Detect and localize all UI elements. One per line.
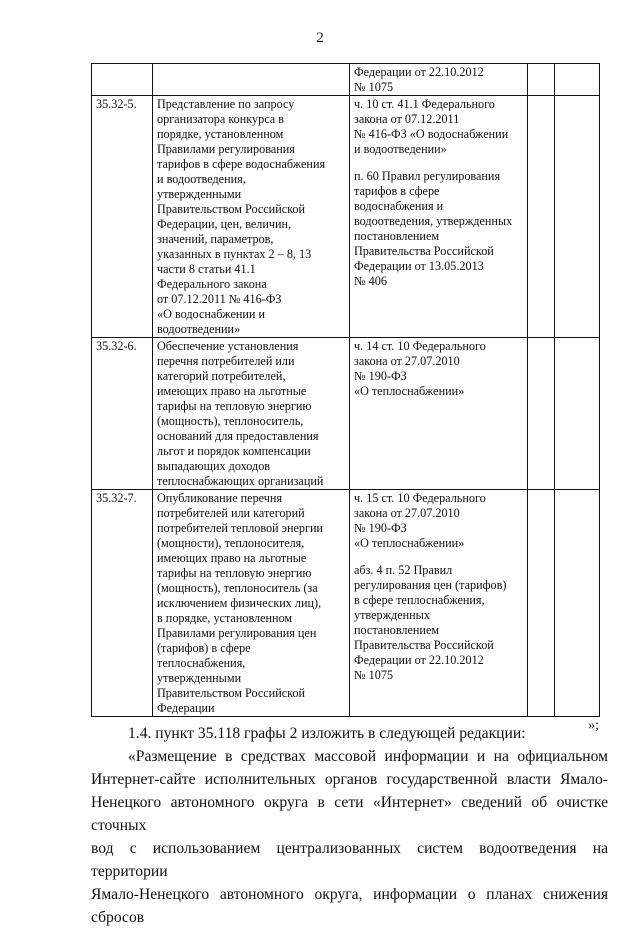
- description-line: исключением физических лиц),: [157, 596, 322, 610]
- reference-line: Правительства Российской: [354, 638, 494, 652]
- page-number: 2: [316, 30, 324, 46]
- empty-cell: [555, 490, 600, 717]
- description-line: выпадающих доходов: [157, 459, 271, 473]
- empty-cell: [555, 64, 600, 96]
- reference-line: водоснабжения и: [354, 199, 444, 213]
- reference-line: водоотведения, утвержденных: [354, 214, 513, 228]
- description-line: потребителей тепловой энергии: [157, 521, 324, 535]
- empty-cell: [528, 338, 555, 490]
- legal-reference-cell: [350, 64, 528, 96]
- reference-line: постановлением: [354, 229, 440, 243]
- description-line: (мощность), теплоноситель (за: [157, 581, 318, 595]
- regulations-table: [91, 63, 600, 717]
- description-line: утвержденными: [157, 187, 242, 201]
- table-row: [92, 96, 600, 338]
- description-line: Федерации, цен, величин,: [157, 217, 292, 231]
- legal-reference-cell: [350, 96, 528, 338]
- amendment-line: вод с использованием централизованных систем водоотведения на территории: [91, 840, 608, 880]
- empty-cell: [528, 490, 555, 717]
- reference-line: абз. 4 п. 52 Правил: [354, 563, 453, 577]
- description-cell: [153, 490, 350, 717]
- item-number-cell: 35.32-7.: [92, 490, 153, 717]
- amendment-line: Ненецкого автономного округа в сети «Интернет» сведений об очистке сточных: [91, 794, 608, 834]
- reference-line: ч. 15 ст. 10 Федерального: [354, 491, 486, 505]
- description-line: Федерального закона: [157, 277, 267, 291]
- reference-line: ч. 10 ст. 41.1 Федерального: [354, 97, 495, 111]
- description-line: (мощности), теплоносителя,: [157, 536, 305, 550]
- description-line: тарифы на тепловую энергию: [157, 566, 312, 580]
- reference-line: закона от 27.07.2010: [354, 506, 460, 520]
- description-line: порядке, установленном: [157, 127, 284, 141]
- reference-line: и водоотведении»: [354, 142, 447, 156]
- description-line: льгот и порядок компенсации: [157, 444, 311, 458]
- description-line: Правилами регулирования цен: [157, 626, 317, 640]
- reference-line: закона от 07.12.2011: [354, 112, 460, 126]
- empty-cell: [555, 96, 600, 338]
- reference-line: закона от 27.07.2010: [354, 354, 460, 368]
- reference-line: № 1075: [354, 668, 394, 682]
- description-line: тарифы на тепловую энергию: [157, 399, 312, 413]
- table-row: [92, 490, 600, 717]
- description-cell: [153, 64, 350, 96]
- reference-line: Федерации от 13.05.2013: [354, 259, 484, 273]
- reference-line: № 406: [354, 274, 387, 288]
- reference-line: «О теплоснабжении»: [354, 384, 465, 398]
- reference-line: в сфере теплоснабжения,: [354, 593, 485, 607]
- description-line: «О водоснабжении и: [157, 307, 265, 321]
- amendment-line: «Размещение в средствах массовой информации и на официальном: [128, 748, 608, 765]
- description-line: указанных в пунктах 2 – 8, 13: [157, 247, 312, 261]
- reference-line: п. 60 Правил регулирования: [354, 169, 501, 183]
- description-line: значений, параметров,: [157, 232, 274, 246]
- description-line: Правилами регулирования: [157, 142, 295, 156]
- reference-line: постановлением: [354, 623, 440, 637]
- description-line: перечня потребителей или: [157, 354, 295, 368]
- description-line: Правительством Российской: [157, 202, 306, 216]
- amendment-text: [91, 745, 608, 929]
- description-line: Представление по запросу: [157, 97, 295, 111]
- reference-line: № 416-ФЗ «О водоснабжении: [354, 127, 509, 141]
- description-line: оснований для предоставления: [157, 429, 319, 443]
- reference-gap: [354, 551, 524, 563]
- legal-reference-cell: [350, 338, 528, 490]
- description-line: теплоснабжающих организаций: [157, 474, 324, 488]
- reference-line: регулирования цен (тарифов): [354, 578, 507, 592]
- table-row: [92, 64, 600, 96]
- description-line: имеющих право на льготные: [157, 384, 307, 398]
- table-row: [92, 338, 600, 490]
- description-line: Обеспечение установления: [157, 339, 299, 353]
- empty-cell: [555, 338, 600, 490]
- amendment-heading-text: 1.4. пункт 35.118 графы 2 изложить в следующей редакции:: [128, 725, 526, 742]
- description-line: водоотведении»: [157, 322, 241, 336]
- description-cell: [153, 338, 350, 490]
- reference-line: Федерации от 22.10.2012: [354, 65, 484, 79]
- empty-cell: [528, 96, 555, 338]
- description-line: утвержденными: [157, 671, 242, 685]
- description-line: от 07.12.2011 № 416-ФЗ: [157, 292, 282, 306]
- reference-line: Правительства Российской: [354, 244, 494, 258]
- description-line: (мощность), теплоноситель,: [157, 414, 304, 428]
- reference-line: № 1075: [354, 80, 394, 94]
- description-line: в порядке, установленном: [157, 611, 293, 625]
- description-line: (тарифов) в сфере: [157, 641, 251, 655]
- description-cell: [153, 96, 350, 338]
- description-line: тарифов в сфере водоснабжения: [157, 157, 326, 171]
- reference-line: № 190-ФЗ: [354, 521, 407, 535]
- description-line: теплоснабжения,: [157, 656, 246, 670]
- closing-quote: »;: [588, 718, 599, 733]
- description-line: Правительством Российской: [157, 686, 306, 700]
- reference-gap: [354, 157, 524, 169]
- item-number-cell: [92, 64, 153, 96]
- reference-line: № 190-ФЗ: [354, 369, 407, 383]
- reference-line: утвержденных: [354, 608, 430, 622]
- description-line: имеющих право на льготные: [157, 551, 307, 565]
- description-line: организатора конкурса в: [157, 112, 284, 126]
- amendment-line: Интернет-сайте исполнительных органов государственной власти Ямало-: [91, 771, 608, 788]
- empty-cell: [528, 64, 555, 96]
- description-line: Федерации: [157, 701, 215, 715]
- reference-line: «О теплоснабжении»: [354, 536, 465, 550]
- description-line: категорий потребителей,: [157, 369, 286, 383]
- item-number-cell: 35.32-6.: [92, 338, 153, 490]
- legal-reference-cell: [350, 490, 528, 717]
- description-line: Опубликование перечня: [157, 491, 283, 505]
- reference-line: ч. 14 ст. 10 Федерального: [354, 339, 486, 353]
- reference-line: тарифов в сфере: [354, 184, 440, 198]
- amendment-line: Ямало-Ненецкого автономного округа, информации о планах снижения сбросов: [91, 886, 608, 926]
- description-line: и водоотведения,: [157, 172, 246, 186]
- regulations-table-body: [92, 64, 600, 717]
- description-line: части 8 статьи 41.1: [157, 262, 256, 276]
- reference-line: Федерации от 22.10.2012: [354, 653, 484, 667]
- description-line: потребителей или категорий: [157, 506, 305, 520]
- amendment-heading: [128, 722, 526, 745]
- item-number-cell: 35.32-5.: [92, 96, 153, 338]
